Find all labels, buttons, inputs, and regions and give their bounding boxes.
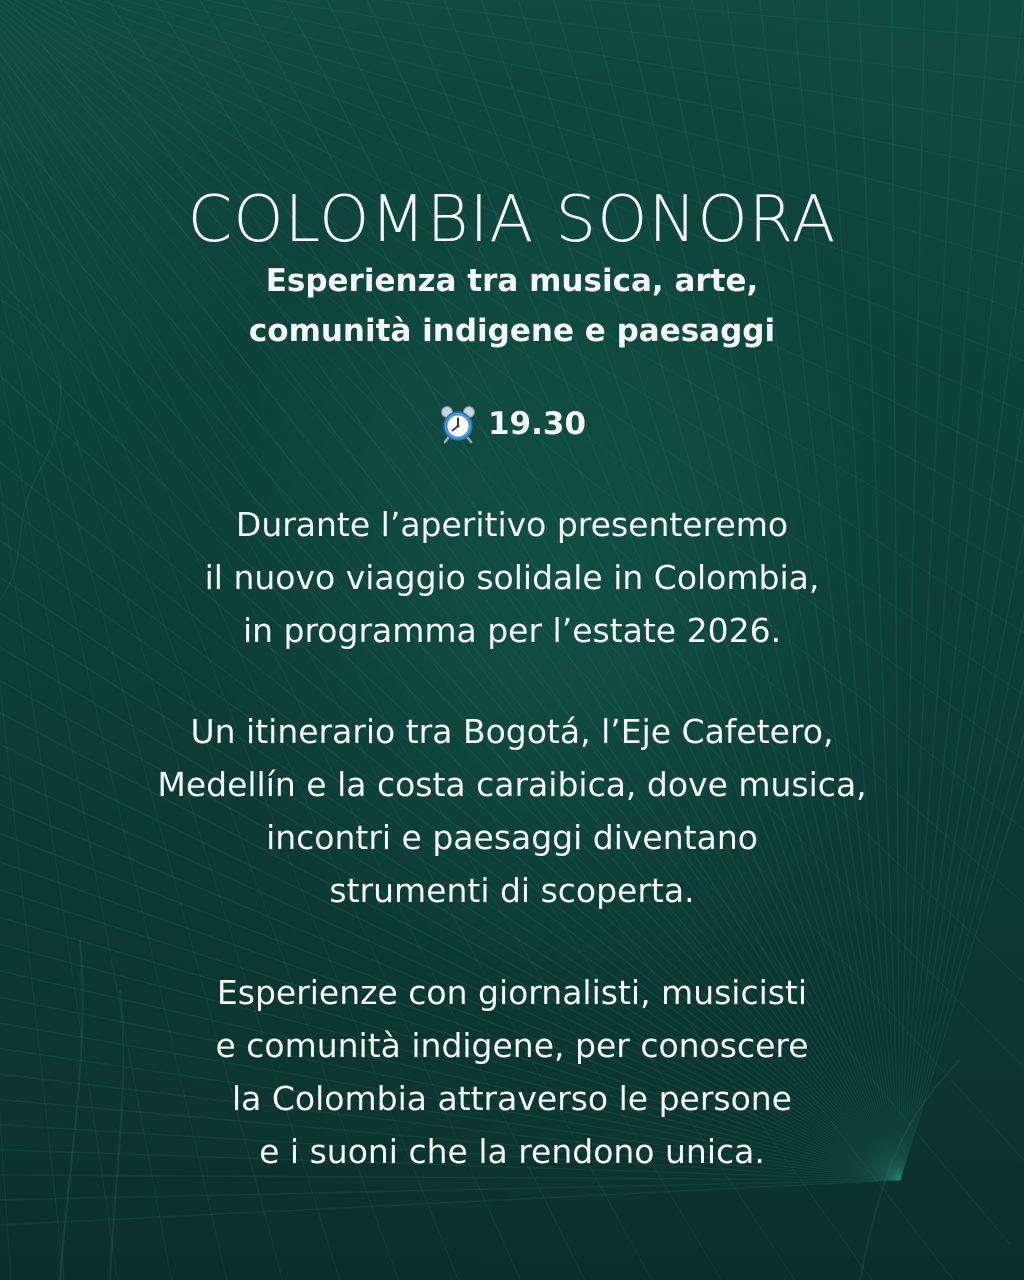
paragraph-line: strumenti di scoperta. xyxy=(329,871,695,910)
paragraph-itinerary xyxy=(0,705,1024,917)
event-time xyxy=(0,398,1024,450)
paragraph-line: la Colombia attraverso le persone xyxy=(232,1079,792,1118)
paragraph-line: Un itinerario tra Bogotá, l’Eje Cafetero, xyxy=(190,712,834,751)
paragraph-line: Esperienze con giornalisti, musicisti xyxy=(216,973,808,1012)
alarm-clock-icon xyxy=(438,404,478,444)
paragraph-line: Medellín e la costa caraibica, dove musica, xyxy=(157,765,867,804)
paragraph-line: Durante l’aperitivo presenteremo xyxy=(235,505,789,544)
paragraph-line: il nuovo viaggio solidale in Colombia, xyxy=(204,558,820,597)
time-value: 19.30 xyxy=(487,406,587,442)
paragraph-line: in programma per l’estate 2026. xyxy=(242,611,782,650)
subtitle-line: Esperienza tra musica, arte, xyxy=(265,263,759,299)
paragraph-experiences xyxy=(0,966,1024,1178)
subtitle-line: comunità indigene e paesaggi xyxy=(248,313,776,349)
event-subtitle xyxy=(0,256,1024,356)
paragraph-presentation xyxy=(0,498,1024,657)
paragraph-line: e comunità indigene, per conoscere xyxy=(215,1026,809,1065)
paragraph-line: incontri e paesaggi diventano xyxy=(266,818,758,857)
event-title: COLOMBIA SONORA xyxy=(187,183,837,257)
paragraph-line: e i suoni che la rendono unica. xyxy=(259,1132,765,1171)
